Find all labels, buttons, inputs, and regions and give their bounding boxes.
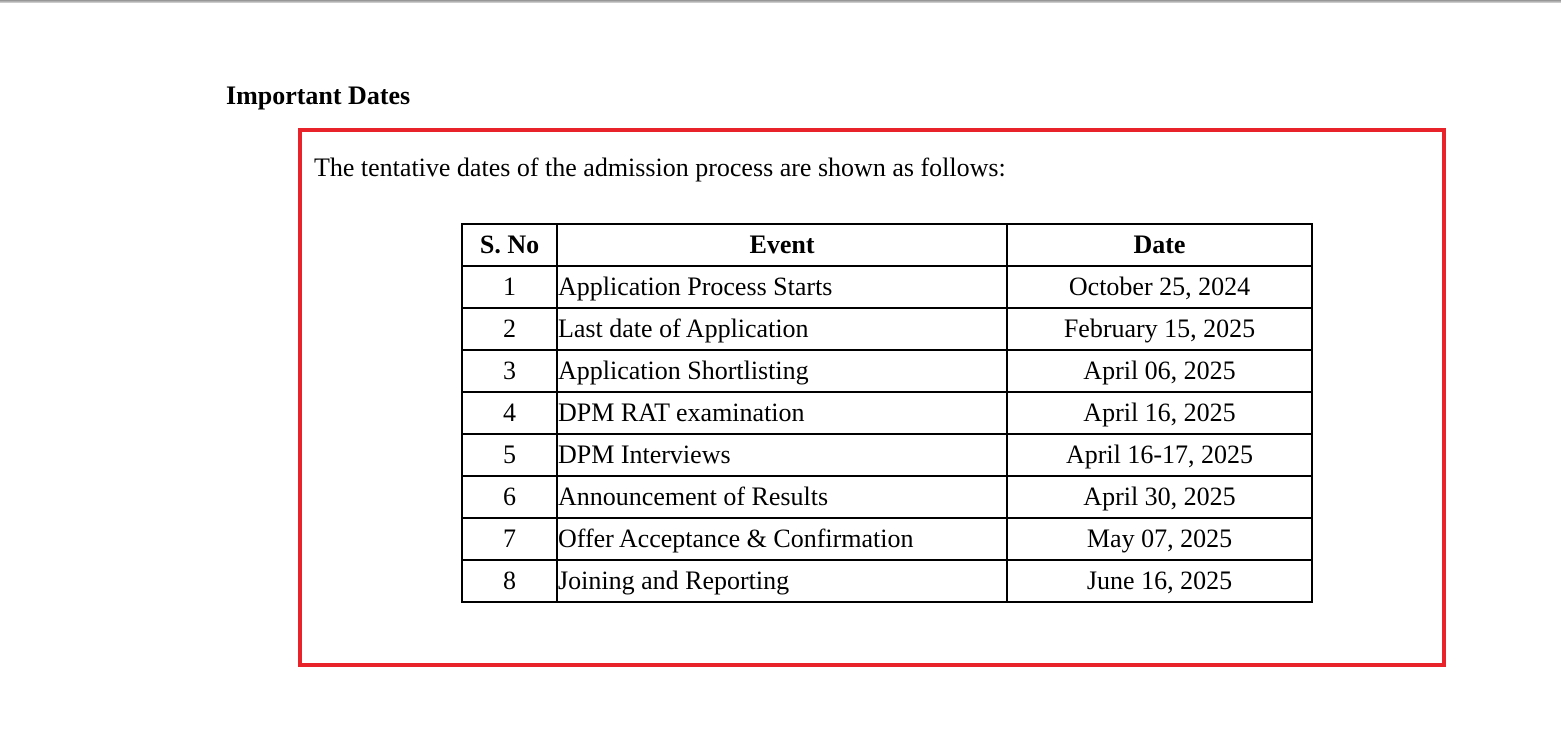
viewer-top-edge [0,0,1561,3]
cell-sno: 4 [462,392,557,434]
table-row [462,434,1312,476]
cell-date: May 07, 2025 [1007,518,1312,560]
header-date: Date [1007,224,1312,266]
cell-date: April 16-17, 2025 [1007,434,1312,476]
cell-event: Application Shortlisting [557,350,1007,392]
cell-event: Last date of Application [557,308,1007,350]
cell-sno: 2 [462,308,557,350]
table-row [462,476,1312,518]
cell-date: June 16, 2025 [1007,560,1312,602]
cell-sno: 3 [462,350,557,392]
cell-sno: 5 [462,434,557,476]
section-heading: Important Dates [226,81,411,110]
cell-date: April 16, 2025 [1007,392,1312,434]
table-row [462,518,1312,560]
cell-date: October 25, 2024 [1007,266,1312,308]
cell-event: Joining and Reporting [557,560,1007,602]
cell-date: February 15, 2025 [1007,308,1312,350]
cell-sno: 6 [462,476,557,518]
table-row [462,392,1312,434]
table-row [462,350,1312,392]
table-row [462,266,1312,308]
cell-date: April 06, 2025 [1007,350,1312,392]
table-row [462,308,1312,350]
cell-event: DPM Interviews [557,434,1007,476]
cell-sno: 1 [462,266,557,308]
cell-event: DPM RAT examination [557,392,1007,434]
cell-event: Announcement of Results [557,476,1007,518]
table-row [462,560,1312,602]
cell-date: April 30, 2025 [1007,476,1312,518]
cell-sno: 7 [462,518,557,560]
header-event: Event [557,224,1007,266]
important-dates-table [461,223,1313,603]
header-sno: S. No [462,224,557,266]
cell-event: Application Process Starts [557,266,1007,308]
cell-event: Offer Acceptance & Confirmation [557,518,1007,560]
intro-text: The tentative dates of the admission process are shown as follows: [314,153,1006,182]
cell-sno: 8 [462,560,557,602]
table-header-row [462,224,1312,266]
